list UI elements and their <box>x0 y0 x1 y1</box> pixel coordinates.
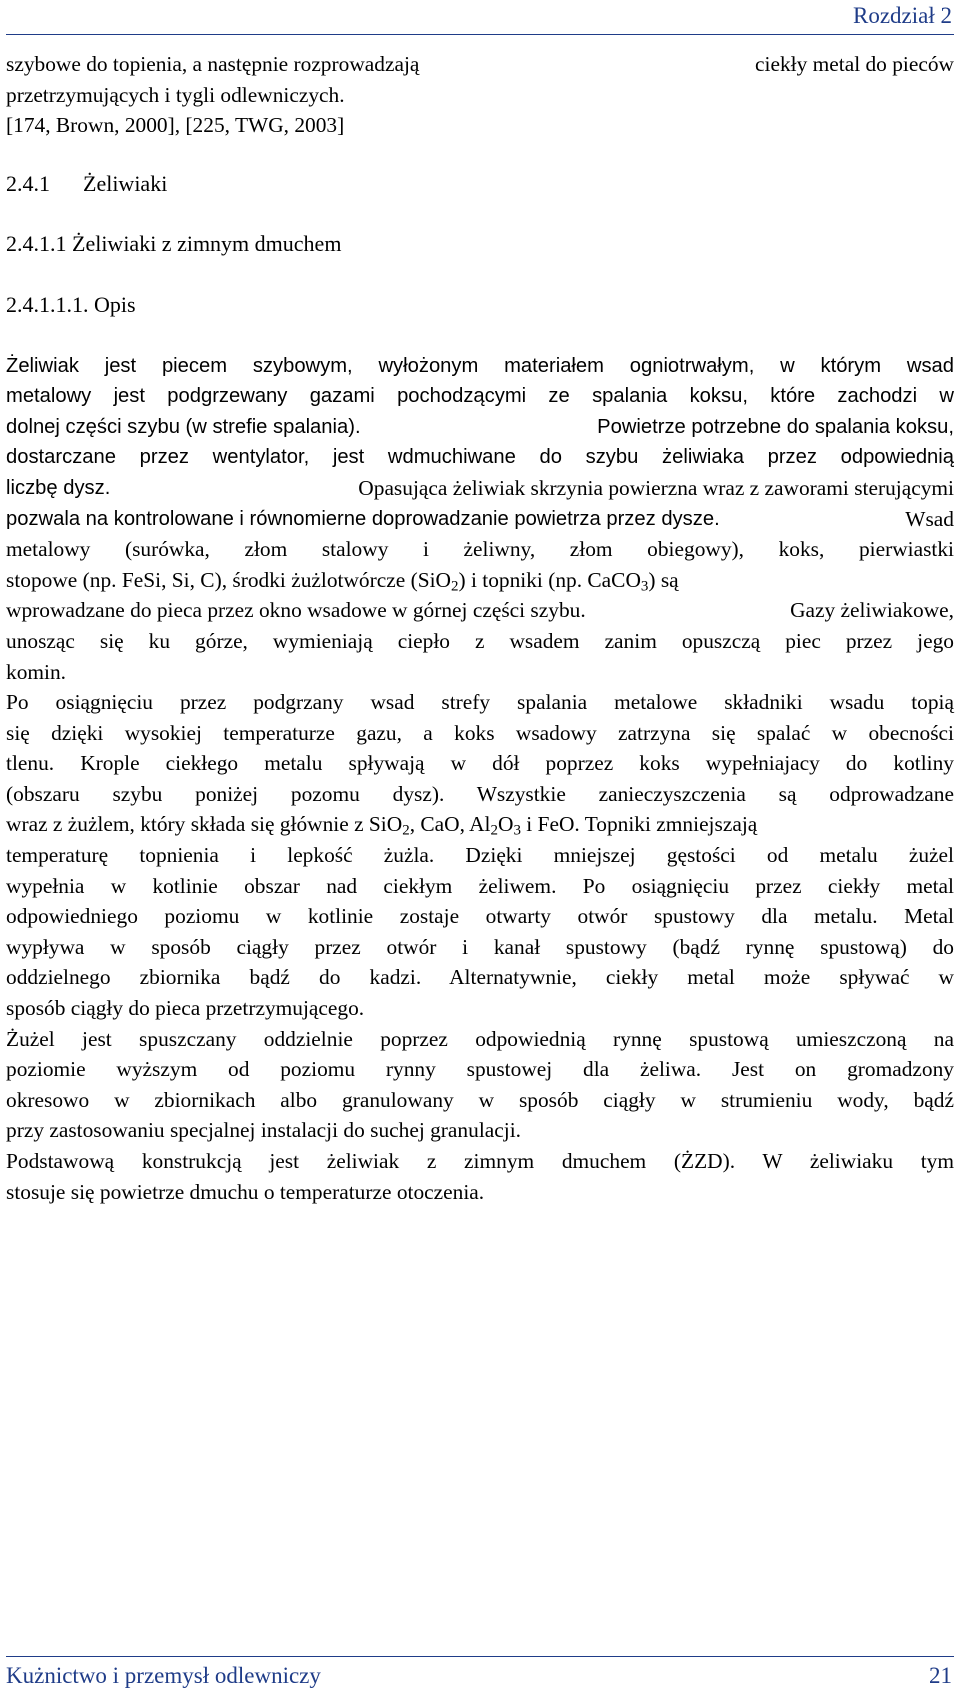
p2-line-11: sposób ciągły do pieca przetrzymującego. <box>6 996 365 1021</box>
subscript: 2 <box>402 823 410 840</box>
p2-line-2: się dzięki wysokiej temperaturze gazu, a koks wsadowy zatrzyna się spalać w obecności <box>6 720 954 745</box>
paragraph-2 <box>6 687 954 1024</box>
p1-line-1: Żeliwiak jest piecem szybowym, wyłożonym materiałem ogniotrwałym, w którym wsad <box>6 354 954 377</box>
p1-line-5 <box>6 473 954 504</box>
intro-line-1-left: szybowe do topienia, a następnie rozprowadzają <box>6 52 420 76</box>
page-content <box>6 49 954 1207</box>
p3-line-3: okresowo w zbiornikach albo granulowany w sposób ciągły w strumieniu wody, bądź <box>6 1087 954 1112</box>
intro-line-2: przetrzymujących i tygli odlewniczych. <box>6 82 345 107</box>
p1-line-6 <box>6 504 954 535</box>
p2-line-5c: O <box>497 812 514 837</box>
p2-line-3: tlenu. Krople ciekłego metalu spływają w dół poprzez koks wypełniajacy do kotliny <box>6 751 954 776</box>
p1-line-10: unosząc się ku górze, wymieniają ciepło z wsadem zanim opuszczą piec przez jego <box>6 628 954 653</box>
intro-references: [174, Brown, 2000], [225, TWG, 2003] <box>6 113 345 138</box>
p2-line-1: Po osiągnięciu przez podgrzany wsad strefy spalania metalowe składniki wsadu topią <box>6 690 954 715</box>
p2-line-5a: wraz z żużlem, który składa się głównie z SiO <box>6 812 403 837</box>
p2-line-5d: i FeO. Topniki zmniejszają <box>520 812 758 837</box>
subscript: 2 <box>490 823 498 840</box>
p1-line-6b: Wsad <box>905 506 954 531</box>
page-header <box>6 2 954 35</box>
p2-line-7: wypełnia w kotlinie obszar nad ciekłym żeliwem. Po osiągnięciu przez ciekły metal <box>6 873 954 898</box>
p2-line-5-content <box>6 809 757 840</box>
p1-line-8 <box>6 565 954 596</box>
subsection-heading: 2.4.1.1 Żeliwiaki z zimnym dmuchem <box>6 231 342 257</box>
p3-line-4: przy zastosowaniu specjalnej instalacji do suchej granulacji. <box>6 1118 521 1143</box>
p1-line-7: metalowy (surówka, złom stalowy i żeliwny, złom obiegowy), koks, pierwiastki <box>6 537 954 562</box>
p1-line-6a: pozwala na kontrolowane i równomierne doprowadzanie powietrza przez dysze. <box>6 507 720 530</box>
p2-line-5 <box>6 809 954 840</box>
p2-line-8: odpowiedniego poziomu w kotlinie zostaje otwarty otwór spustowy dla metalu. Metal <box>6 904 954 929</box>
p1-line-3 <box>6 412 954 443</box>
p2-line-4: (obszaru szybu poniżej pozomu dysz). Wszystkie zanieczyszczenia są odprowadzane <box>6 781 954 806</box>
p1-line-8c: ) są <box>648 567 679 592</box>
p2-line-10: oddzielnego zbiornika bądź do kadzi. Alternatywnie, ciekły metal może spływać w <box>6 965 954 990</box>
footer-title: Kużnictwo i przemysł odlewniczy <box>6 1663 321 1688</box>
section-title: Żeliwiaki <box>83 170 168 196</box>
section-number: 2.4.1 <box>6 170 50 196</box>
p1-line-8b: ) i topniki (np. CaCO <box>458 567 641 592</box>
p1-line-9 <box>6 595 954 626</box>
p4-line-2: stosuje się powietrze dmuchu o temperaturze otoczenia. <box>6 1179 485 1204</box>
subscript: 3 <box>513 823 521 840</box>
chapter-label: Rozdział 2 <box>853 3 952 28</box>
p3-line-2: poziomie wyższym od poziomu rynny spustowej dla żeliwa. Jest on gromadzony <box>6 1057 954 1082</box>
intro-line-1-right: ciekły metal do pieców <box>755 52 954 76</box>
p2-line-9: wypływa w sposób ciągły przez otwór i kanał spustowy (bądź rynnę spustową) do <box>6 934 954 959</box>
p1-line-9a: wprowadzane do pieca przez okno wsadowe w górnej części szybu. <box>6 598 586 623</box>
subsubsection-heading: 2.4.1.1.1. Opis <box>6 291 136 317</box>
p3-line-1: Żużel jest spuszczany oddzielnie poprzez odpowiednią rynnę spustową umieszczoną na <box>6 1026 954 1051</box>
page-number: 21 <box>929 1663 952 1688</box>
paragraph-1 <box>6 351 954 688</box>
p1-line-3a: dolnej części szybu (w strefie spalania). <box>6 415 361 438</box>
paragraph-3 <box>6 1024 954 1146</box>
intro-paragraph <box>6 49 954 141</box>
subscript: 2 <box>451 578 459 595</box>
subscript: 3 <box>640 578 649 595</box>
p1-line-3b: Powietrze potrzebne do spalania koksu, <box>597 415 954 438</box>
p2-line-6: temperaturę topnienia i lepkość żużla. Dzięki mniejszej gęstości od metalu żużel <box>6 843 954 868</box>
p1-line-9b: Gazy żeliwiakowe, <box>790 598 954 623</box>
p2-line-5b: , CaO, Al <box>409 812 491 837</box>
paragraph-4 <box>6 1146 954 1207</box>
intro-line-1 <box>6 49 954 80</box>
p1-line-4: dostarczane przez wentylator, jest wdmuchiwane do szybu żeliwiaka przez odpowiednią <box>6 446 954 469</box>
p1-line-5b: Opasująca żeliwiak skrzynia powierzna wraz z zaworami sterującymi <box>358 475 954 500</box>
p1-line-2: metalowy jest podgrzewany gazami pochodzącymi ze spalania koksu, które zachodzi w <box>6 385 954 408</box>
p1-line-5a: liczbę dysz. <box>6 476 111 499</box>
section-heading-2-4-1 <box>6 169 954 200</box>
page-footer <box>6 1656 954 1693</box>
p1-line-8a: stopowe (np. FeSi, Si, C), środki żużlotwórcze (SiO <box>6 567 451 592</box>
p4-line-1: Podstawową konstrukcją jest żeliwiak z zimnym dmuchem (ŻZD). W żeliwiaku tym <box>6 1149 954 1173</box>
p1-line-11: komin. <box>6 659 67 684</box>
p1-line-8-content <box>6 565 679 596</box>
